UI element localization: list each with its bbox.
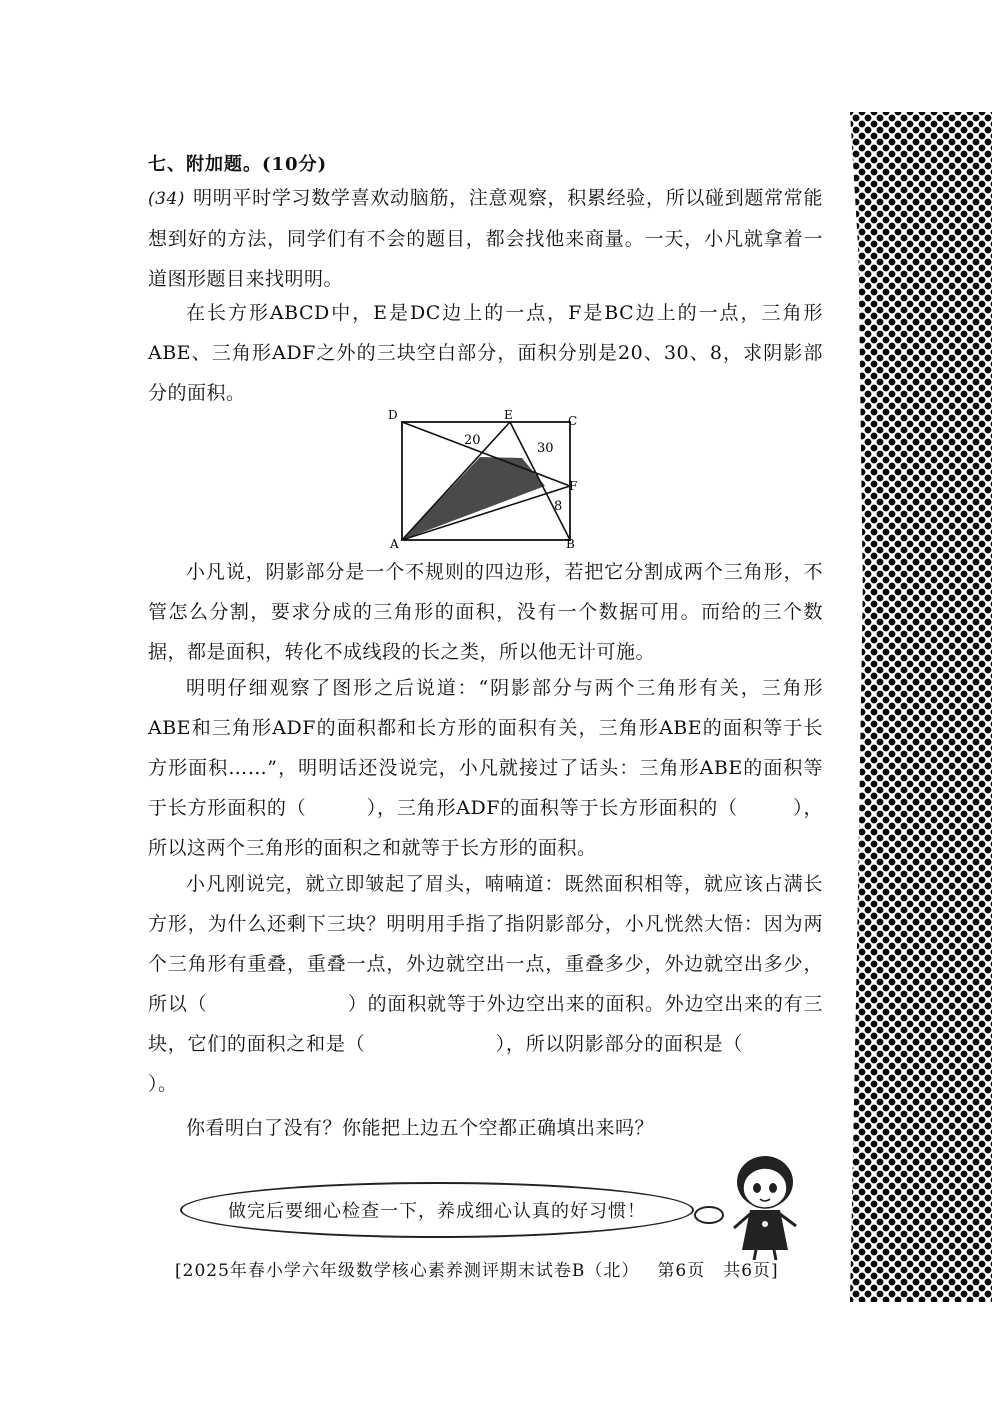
- paragraph-mingming-text-3: ），所以这两个三角形的面积之和就等于长方形的面积。: [148, 797, 823, 859]
- label-e: E: [504, 408, 513, 422]
- paragraph-mingming: [148, 668, 823, 868]
- page-footer: [175, 1256, 779, 1281]
- paragraph-xiaofan: [148, 552, 823, 672]
- cartoon-girl-icon: [720, 1152, 810, 1262]
- label-d: D: [388, 408, 398, 422]
- paragraph-overlap-text-4: ）。: [148, 1073, 178, 1095]
- footer-page-number: 第6页: [657, 1261, 706, 1281]
- paragraph-mingming-text-1: 明明仔细观察了图形之后说道：“阴影部分与两个三角形有关，三角形ABE和三角形ADF的面积都和长方形的面积有关，三角形ABE的面积等于长方形面积……”，明明话还没说完，小凡就接过了话头：三角形ABE的面积等于长方形面积的（: [148, 677, 823, 819]
- reminder-bubble: [180, 1182, 694, 1238]
- reminder-text: 做完后要细心检查一下，养成细心认真的好习惯！: [228, 1201, 646, 1222]
- paragraph-overlap: [148, 864, 823, 1104]
- rectangle-figure: [380, 402, 600, 552]
- shaded-region: [402, 457, 545, 540]
- paragraph-mingming-text-2: ），三角形ADF的面积等于长方形面积的（: [366, 797, 738, 819]
- area-label-20: 20: [464, 433, 481, 448]
- paragraph-xiaofan-text: 小凡说，阴影部分是一个不规则的四边形，若把它分割成两个三角形，不管怎么分割，要求分成的三角形的面积，没有一个数据可用。而给的三个数据，都是面积，转化不成线段的长之类，所以他无计可施。: [148, 561, 823, 663]
- area-label-8: 8: [554, 499, 563, 514]
- halftone-decoration: [850, 112, 992, 1302]
- area-label-30: 30: [537, 441, 554, 456]
- closing-question: [148, 1108, 823, 1148]
- paragraph-overlap-text-2: ）的面积就等于外边空出来的面积。外边空出来的有三块，它们的面积之和是（: [148, 993, 823, 1055]
- paragraph-overlap-text-3: ），所以阴影部分的面积是（: [495, 1033, 743, 1055]
- problem-paragraph: [148, 293, 823, 413]
- footer-total-pages: 共6页]: [723, 1261, 779, 1281]
- footer-title: [2025年春小学六年级数学核心素养测评期末试卷B（北）: [175, 1261, 640, 1281]
- label-c: C: [568, 414, 578, 428]
- section-heading: 七、附加题。(10分): [148, 154, 328, 175]
- paragraph-overlap-text-1: 小凡刚说完，就立即皱起了眉头，喃喃道：既然面积相等，就应该占满长方形，为什么还剩下三块？明明用手指了指阴影部分，小凡恍然大悟：因为两个三角形有重叠，重叠一点，外边就空出一点，重叠多少，外边就空出多少，所以（: [148, 873, 823, 1015]
- label-a: A: [390, 537, 399, 551]
- label-b: B: [566, 537, 575, 551]
- question-number: (34): [148, 189, 185, 209]
- label-f: F: [569, 479, 578, 493]
- intro-paragraph: [148, 178, 823, 299]
- closing-question-text: 你看明白了没有？你能把上边五个空都正确填出来吗？: [186, 1117, 655, 1139]
- problem-text: 在长方形ABCD中，E是DC边上的一点，F是BC边上的一点，三角形ABE、三角形ADF之外的三块空白部分，面积分别是20、30、8，求阴影部分的面积。: [148, 302, 823, 404]
- intro-text: 明明平时学习数学喜欢动脑筋，注意观察，积累经验，所以碰到题常常能想到好的方法，同学们有不会的题目，都会找他来商量。一天，小凡就拿着一道图形题目来找明明。: [148, 187, 823, 290]
